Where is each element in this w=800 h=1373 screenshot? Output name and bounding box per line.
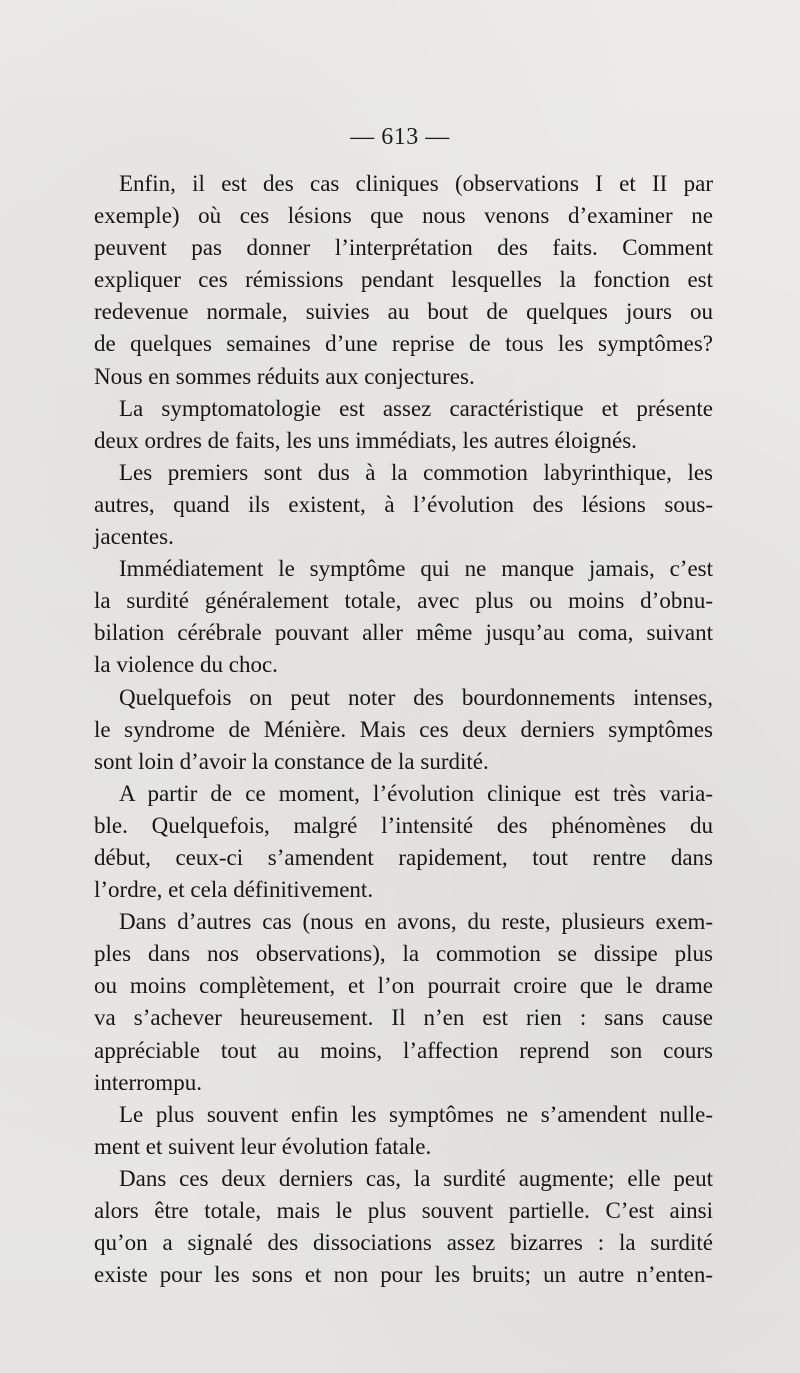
paragraph (94, 682, 713, 778)
text-line: va s’achever heureusement. Il n’en est rien : sans cause (94, 1005, 713, 1031)
text-line: la surdité généralement totale, avec plus ou moins d’obnu- (94, 588, 713, 614)
text-line: A partir de ce moment, l’évolution clinique est très varia- (119, 780, 713, 806)
text-line: Enfin, il est des cas cliniques (observations I et II par (119, 171, 713, 196)
page-number: — 613 — (350, 124, 450, 150)
paragraph (94, 168, 713, 393)
paragraph (94, 1163, 713, 1291)
text-line: le syndrome de Ménière. Mais ces deux derniers symptômes (94, 716, 713, 742)
text-line: Dans ces deux derniers cas, la surdité augmente; elle peut (119, 1165, 713, 1191)
paragraph (94, 393, 713, 457)
text-line: autres, quand ils existent, à l’évolution des lésions sous- (94, 491, 713, 517)
text-line: exemple) où ces lésions que nous venons d’examiner ne (94, 203, 713, 229)
text-line: l’ordre, et cela définitivement. (94, 877, 374, 903)
text-line: appréciable tout au moins, l’affection reprend son cours (94, 1037, 713, 1063)
text-line: Les premiers sont dus à la commotion labyrinthique, les (119, 459, 713, 485)
text-line: ou moins complètement, et l’on pourrait croire que le drame (94, 973, 713, 999)
text-line: Quelquefois on peut noter des bourdonnements intenses, (119, 684, 713, 710)
text-line: jacentes. (94, 524, 174, 550)
text-line: Nous en sommes réduits aux conjectures. (94, 363, 475, 389)
text-line: La symptomatologie est assez caractéristique et présente (119, 395, 713, 421)
body-text (94, 168, 713, 1291)
paragraph (94, 778, 713, 906)
paragraph (94, 1099, 713, 1163)
text-line: Dans d’autres cas (nous en avons, du reste, plusieurs exem- (119, 909, 713, 935)
text-line: existe pour les sons et non pour les bruits; un autre n’enten- (94, 1262, 713, 1288)
text-line: début, ceux-ci s’amendent rapidement, tout rentre dans (94, 844, 713, 870)
text-line: expliquer ces rémissions pendant lesquelles la fonction est (94, 267, 713, 293)
text-line: peuvent pas donner l’interprétation des faits. Comment (94, 235, 713, 261)
text-line: ble. Quelquefois, malgré l’intensité des phénomènes du (94, 812, 713, 838)
text-line: ment et suivent leur évolution fatale. (94, 1133, 432, 1159)
text-line: redevenue normale, suivies au bout de quelques jours ou (94, 299, 713, 325)
text-line: Le plus souvent enfin les symptômes ne s’amendent nulle- (119, 1101, 713, 1127)
text-line: bilation cérébrale pouvant aller même jusqu’au coma, suivant (94, 620, 713, 646)
text-line: deux ordres de faits, les uns immédiats, les autres éloignés. (94, 427, 637, 453)
text-line: alors être totale, mais le plus souvent partielle. C’est ainsi (94, 1198, 713, 1223)
paragraph (94, 553, 713, 681)
text-line: sont loin d’avoir la constance de la surdité. (94, 748, 489, 774)
text-line: interrompu. (94, 1069, 202, 1095)
text-line: la violence du choc. (94, 652, 278, 678)
text-line: ples dans nos observations), la commotion se dissipe plus (94, 941, 713, 967)
text-line: Immédiatement le symptôme qui ne manque jamais, c’est (119, 556, 713, 582)
paragraph (94, 457, 713, 553)
paragraph (94, 906, 713, 1099)
text-line: de quelques semaines d’une reprise de tous les symptômes? (94, 331, 713, 357)
text-line: qu’on a signalé des dissociations assez bizarres : la surdité (94, 1230, 713, 1256)
